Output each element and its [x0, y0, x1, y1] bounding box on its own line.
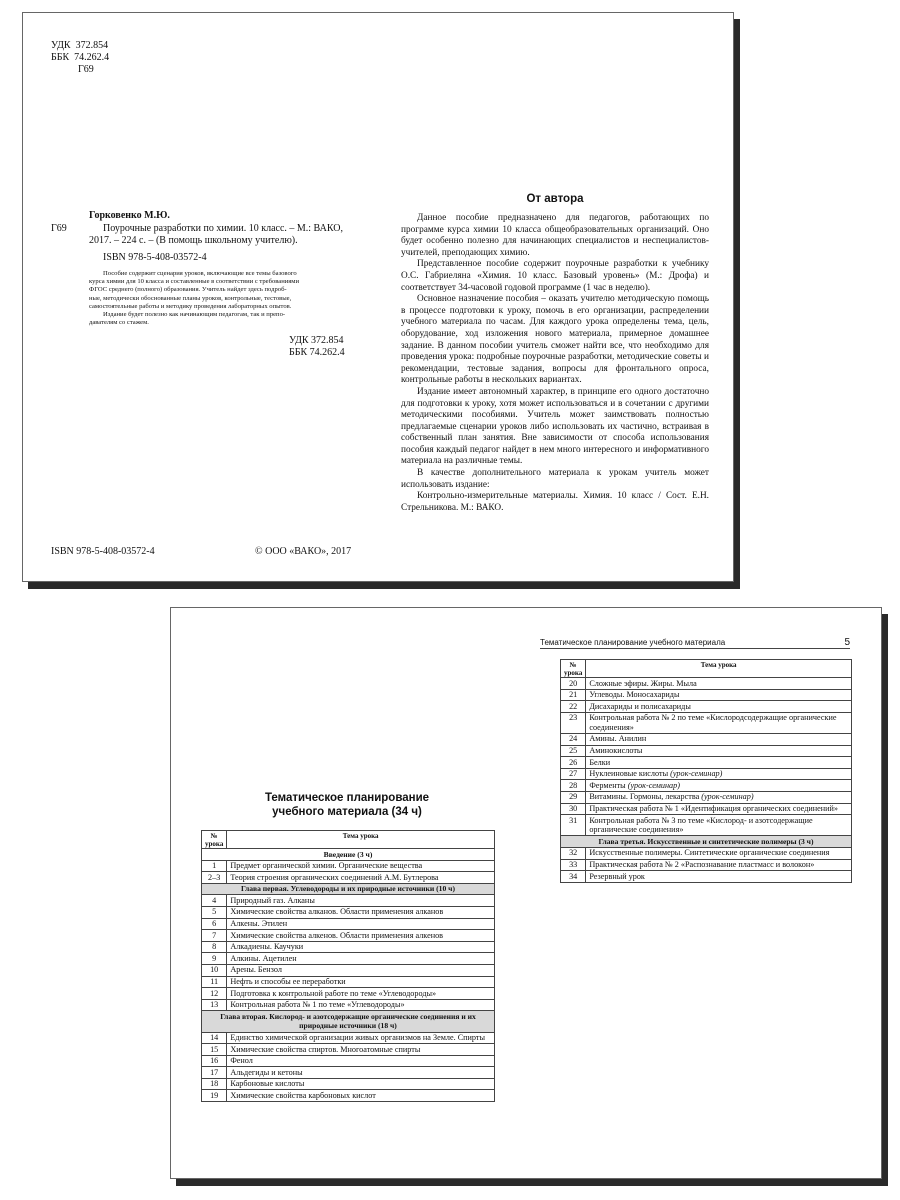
table-row: [202, 1032, 495, 1044]
lesson-number: 19: [202, 1090, 227, 1102]
table-row: [561, 678, 852, 690]
table-row: [202, 976, 495, 988]
plan-title-line: Тематическое планирование: [264, 792, 430, 804]
annotation-line: самостоятельные работы и методику проведения лабораторных опытов.: [89, 302, 292, 310]
lesson-number: 28: [561, 780, 586, 792]
lesson-topic: Контрольная работа № 3 по теме «Кислород- и азотсодержащие органические соединения»: [589, 815, 813, 835]
lesson-number: 34: [561, 871, 586, 883]
table-row: [561, 712, 852, 733]
lesson-topic-cell: [227, 1044, 495, 1056]
lesson-topic: Единство химической организации живых организмов на Земле. Спирты: [230, 1033, 485, 1042]
author-code-2: Г69: [51, 223, 67, 234]
lesson-topic: Нуклеиновые кислоты: [589, 769, 669, 779]
lesson-topic-cell: [227, 1090, 495, 1102]
lesson-topic-cell: [586, 847, 852, 859]
lesson-number: 16: [202, 1055, 227, 1067]
lesson-number: 22: [561, 701, 586, 713]
plan-title: [201, 791, 493, 819]
lesson-topic-cell: [586, 871, 852, 883]
lesson-topic: Ферменты: [589, 780, 626, 790]
table-section-row: [202, 1011, 495, 1032]
foreword-paragraph: Основное назначение пособия – оказать учителю методическую помощь в процессе подготовки к уроку, помочь в его организации, распределении учебного материала по часам. Для каждого урока определены тема, цель, оборудование, ход изложения нового материала, примерное домашнее задание. В данном пособии учитель сможет найти все, что необходимо для проведения урока: подробные поурочные разработки, методические советы и рекомендации, тестовые задания, вопросы для фронтального опроса, контрольные работы в нескольких вариантах.: [401, 294, 709, 386]
lesson-number: 33: [561, 859, 586, 871]
table-row: [561, 871, 852, 883]
annotation-line: Издание будет полезно как начинающим педагогам, так и препо-: [103, 311, 286, 319]
lesson-topic-cell: [227, 930, 495, 942]
table-row: [202, 964, 495, 976]
lesson-number: 21: [561, 689, 586, 701]
lesson-topic-cell: [227, 1078, 495, 1090]
lesson-number: 10: [202, 964, 227, 976]
lesson-topic-cell: [586, 745, 852, 757]
table-header-row: [561, 660, 852, 678]
table-row: [561, 847, 852, 859]
table-row: [561, 815, 852, 836]
lesson-note: (урок-семинар): [670, 769, 723, 779]
table-row: [561, 689, 852, 701]
foreword-paragraph: В качестве дополнительного материала к урокам учитель может использовать издание:: [401, 468, 709, 490]
lesson-topic: Практическая работа № 2 «Распознавание пластмасс и волокон»: [589, 860, 815, 869]
lesson-topic: Углеводы. Моносахариды: [589, 690, 680, 700]
lesson-note: (урок-семинар): [701, 792, 754, 802]
table-row: [561, 757, 852, 769]
section-heading: Введение (3 ч): [202, 849, 495, 861]
lesson-topic-cell: [586, 757, 852, 769]
lesson-number: 32: [561, 847, 586, 859]
table-header-row: [202, 831, 495, 849]
lesson-number: 17: [202, 1067, 227, 1079]
lesson-number: 8: [202, 941, 227, 953]
table-row: [202, 860, 495, 872]
lesson-topic-cell: [586, 701, 852, 713]
table-row: [202, 1078, 495, 1090]
lesson-topic: Химические свойства карбоновых кислот: [230, 1090, 376, 1100]
table-row: [202, 1055, 495, 1067]
lesson-topic: Витамины. Гормоны, лекарства: [589, 792, 700, 802]
bbk-bottom: ББК 74.262.4: [289, 347, 345, 358]
lesson-number: 31: [561, 815, 586, 836]
biblio-line: 2017. – 224 с. – (В помощь школьному учителю).: [89, 235, 298, 246]
lesson-topic: Амины. Анилин: [589, 734, 647, 744]
lesson-topic: Белки: [589, 757, 611, 767]
table-row: [561, 859, 852, 871]
isbn: ISBN 978-5-408-03572-4: [103, 252, 207, 263]
annotation-line: курса химии для 10 класса и составленные в соответствии с требованиями: [89, 278, 299, 286]
col-header-num: № урока: [202, 831, 227, 849]
lesson-topic-cell: [227, 1055, 495, 1067]
table-row: [202, 930, 495, 942]
lesson-topic-cell: [227, 906, 495, 918]
lesson-number: 5: [202, 906, 227, 918]
lesson-number: 25: [561, 745, 586, 757]
lesson-topic: Предмет органической химии. Органические вещества: [230, 861, 423, 871]
lesson-topic: Химические свойства алкенов. Области применения алкенов: [230, 930, 444, 940]
foreword-paragraph: Издание имеет автономный характер, в принципе его одного достаточно для подготовки к уроку, хотя может использоваться и в сочетании с другими методическими пособиями. Учитель может заимствовать полностью предлагаемые сценарии уроков либо использовать их частично, встраивая в собственный план занятия. Вне зависимости от способа использования пособия каждый педагог найдет в нем много интересного и информативного материала на различные темы.: [401, 386, 709, 467]
lesson-topic-cell: [227, 895, 495, 907]
lesson-number: 7: [202, 930, 227, 942]
table-row: [202, 1044, 495, 1056]
lesson-topic: Подготовка к контрольной работе по теме «Углеводороды»: [230, 988, 437, 998]
annotation-line: ные, методически обоснованные планы уроков, контрольные, тестовые,: [89, 294, 292, 302]
lesson-topic-cell: [586, 859, 852, 871]
lesson-number: 9: [202, 953, 227, 965]
foreword-heading: От автора: [526, 193, 584, 205]
foreword-paragraph: Контрольно-измерительные материалы. Химия. 10 класс / Сост. Е.Н. Стрельникова. М.: ВАКО.: [401, 491, 709, 513]
lesson-topic: Резервный урок: [589, 871, 645, 881]
col-header-topic: Тема урока: [227, 831, 495, 849]
table-row: [561, 745, 852, 757]
foreword-paragraph: Представленное пособие содержит поурочные разработки к учебнику О.С. Габриеляна «Химия. 10 класс. Базовый уровень» (М.: Дрофа) и соответствует 34-часовой годовой программе (1 час в неделю).: [401, 259, 709, 293]
biblio-line: Поурочные разработки по химии. 10 класс. – М.: ВАКО,: [103, 223, 343, 234]
lesson-topic: Сложные эфиры. Жиры. Мыла: [589, 678, 697, 688]
lesson-number: 20: [561, 678, 586, 690]
lesson-topic-cell: [227, 988, 495, 1000]
table-row: [561, 791, 852, 803]
lesson-topic-cell: [586, 768, 852, 780]
lesson-number: 1: [202, 860, 227, 872]
lesson-topic: Алкадиены. Каучуки: [230, 942, 304, 952]
table-row: [202, 941, 495, 953]
plan-table-right-wrap: [560, 659, 852, 883]
lesson-topic-cell: [227, 976, 495, 988]
table-row: [202, 895, 495, 907]
col-header-topic: Тема урока: [586, 660, 852, 678]
table-row: [202, 906, 495, 918]
table-row: [561, 701, 852, 713]
footer-isbn: ISBN 978-5-408-03572-4: [51, 546, 155, 557]
udk-block: [51, 40, 109, 76]
udk-value: 372.854: [75, 40, 109, 51]
lesson-note: (урок-семинар): [627, 780, 680, 790]
lesson-number: 11: [202, 976, 227, 988]
table-row: [202, 988, 495, 1000]
table-section-row: [202, 849, 495, 861]
lesson-topic-cell: [227, 1067, 495, 1079]
bbk-value: 74.262.4: [74, 52, 110, 63]
lesson-number: 12: [202, 988, 227, 1000]
udk-bottom: УДК 372.854: [289, 335, 344, 346]
table-row: [202, 872, 495, 884]
author-name: Горковенко М.Ю.: [89, 210, 170, 221]
lesson-number: 15: [202, 1044, 227, 1056]
plan-table-right: [560, 659, 852, 883]
lesson-topic: Контрольная работа № 2 по теме «Кислородсодержащие органические соединения»: [589, 713, 837, 732]
table-section-row: [202, 883, 495, 895]
section-heading: Глава первая. Углеводороды и их природные источники (10 ч): [202, 883, 495, 895]
foreword-body: [401, 213, 709, 514]
lesson-number: 18: [202, 1078, 227, 1090]
lesson-topic-cell: [227, 964, 495, 976]
annotation-line: ФГОС среднего (полного) образования. Учитель найдет здесь подроб-: [89, 286, 287, 294]
table-row: [561, 803, 852, 815]
lesson-topic: Алкины. Ацетилен: [230, 953, 297, 963]
lesson-number: 30: [561, 803, 586, 815]
lesson-topic: Теория строения органических соединений А.М. Бутлерова: [230, 872, 439, 882]
lesson-topic: Нефть и способы ее переработки: [230, 977, 346, 987]
lesson-number: 13: [202, 999, 227, 1011]
lesson-topic-cell: [227, 941, 495, 953]
lesson-topic-cell: [586, 791, 852, 803]
foreword-paragraph: Данное пособие предназначено для педагогов, работающих по программе курса химии 10 класса общеобразовательных организаций. Оно будет особенно полезно для начинающих специалистов и неспециалистов-учителей, преподающих химию.: [401, 213, 709, 258]
lesson-topic: Арены. Бензол: [230, 965, 282, 975]
table-row: [202, 999, 495, 1011]
table-row: [561, 780, 852, 792]
lesson-topic-cell: [227, 860, 495, 872]
footer-copyright: © ООО «ВАКО», 2017: [255, 546, 352, 557]
lesson-topic-cell: [227, 918, 495, 930]
lesson-topic: Химические свойства алканов. Области применения алканов: [230, 907, 444, 917]
lesson-number: 24: [561, 733, 586, 745]
lesson-number: 14: [202, 1032, 227, 1044]
udk-label: УДК: [51, 40, 71, 51]
lesson-topic: Химические свойства спиртов. Многоатомные спирты: [230, 1044, 421, 1054]
lesson-topic: Дисахариды и полисахариды: [589, 701, 691, 711]
lesson-topic-cell: [586, 815, 852, 836]
lesson-topic-cell: [586, 712, 852, 733]
lesson-topic-cell: [586, 780, 852, 792]
plan-title-line: учебного материала (34 ч): [272, 806, 422, 818]
page-number: 5: [844, 637, 850, 648]
lesson-topic-cell: [227, 953, 495, 965]
lesson-topic-cell: [227, 999, 495, 1011]
section-heading: Глава вторая. Кислород- и азотсодержащие органические соединения и их природные источники (18 ч): [202, 1011, 495, 1032]
table-section-row: [561, 836, 852, 848]
annotation-line: Пособие содержит сценария уроков, включающие все темы базового: [103, 270, 297, 277]
top-book-spread: [22, 12, 734, 582]
lesson-number: 4: [202, 895, 227, 907]
table-row: [202, 1067, 495, 1079]
annotation: [89, 270, 359, 327]
col-header-num: № урока: [561, 660, 586, 678]
lesson-number: 27: [561, 768, 586, 780]
lesson-topic: Контрольная работа № 1 по теме «Углеводороды»: [230, 1000, 405, 1010]
lesson-topic: Искусственные полимеры. Синтетические органические соединения: [589, 848, 830, 858]
lesson-topic-cell: [586, 689, 852, 701]
bottom-book-spread: [170, 607, 882, 1179]
bibliographic-record: [89, 223, 349, 264]
table-row: [202, 1090, 495, 1102]
lesson-number: 29: [561, 791, 586, 803]
lesson-topic: Алкены. Этилен: [230, 919, 288, 929]
lesson-topic-cell: [586, 678, 852, 690]
lesson-topic-cell: [227, 1032, 495, 1044]
lesson-number: 26: [561, 757, 586, 769]
section-heading: Глава третья. Искусственные и синтетические полимеры (3 ч): [561, 836, 852, 848]
lesson-number: 23: [561, 712, 586, 733]
table-row: [561, 768, 852, 780]
bbk-label: ББК: [51, 52, 70, 63]
lesson-number: 2–3: [202, 872, 227, 884]
table-row: [202, 953, 495, 965]
lesson-topic: Альдегиды и кетоны: [230, 1067, 303, 1077]
table-row: [561, 733, 852, 745]
lesson-topic-cell: [586, 803, 852, 815]
plan-table-left-wrap: [201, 830, 495, 1102]
lesson-topic: Аминокислоты: [589, 746, 643, 756]
plan-table-left: [201, 830, 495, 1102]
running-head: [540, 637, 850, 649]
lesson-topic: Природный газ. Алканы: [230, 895, 315, 905]
lesson-topic: Карбоновые кислоты: [230, 1079, 305, 1089]
lesson-topic: Практическая работа № 1 «Идентификация органических соединений»: [589, 804, 838, 814]
lesson-topic: Фенол: [230, 1056, 253, 1066]
lesson-topic-cell: [586, 733, 852, 745]
lesson-number: 6: [202, 918, 227, 930]
author-code: Г69: [78, 64, 94, 75]
table-row: [202, 918, 495, 930]
udk-bbk-bottom: [289, 335, 349, 359]
running-head-title: Тематическое планирование учебного материала: [540, 638, 726, 647]
annotation-line: давателям со стажем.: [89, 319, 149, 327]
lesson-topic-cell: [227, 872, 495, 884]
